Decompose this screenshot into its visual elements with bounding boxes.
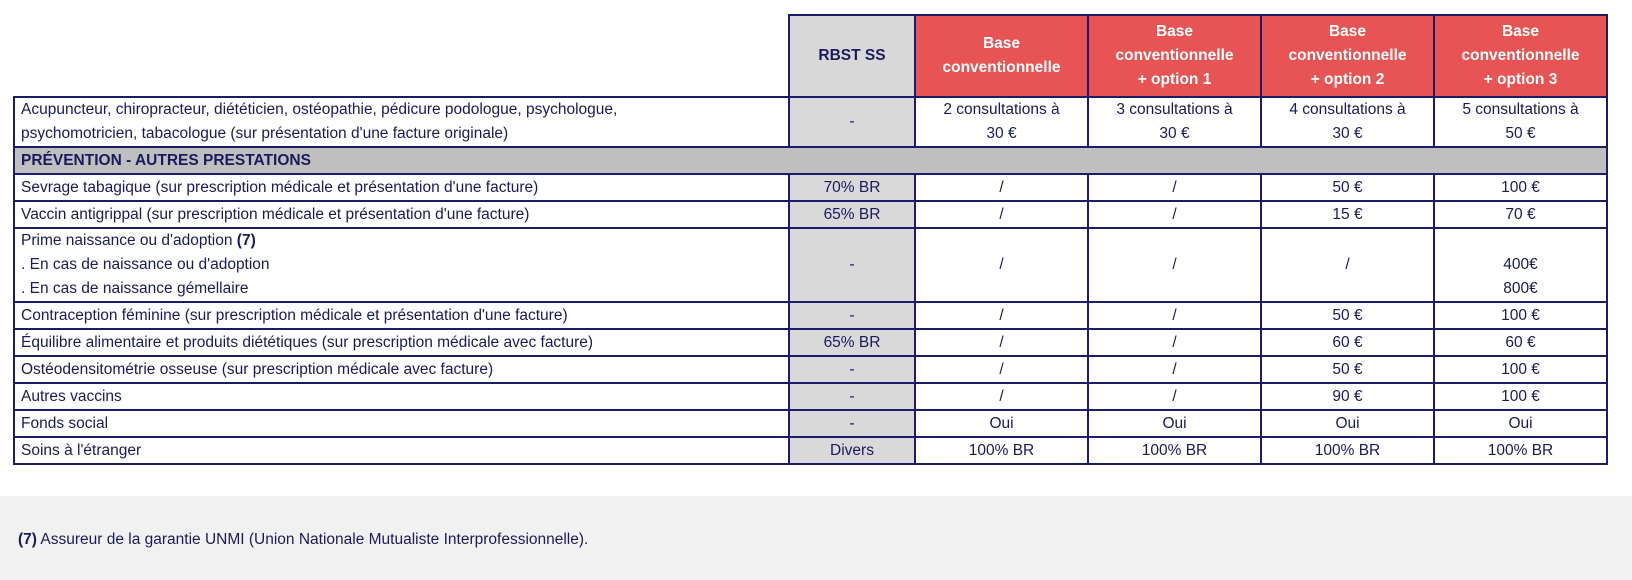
row-label: Sevrage tabagique (sur prescription médicale et présentation d'une facture) bbox=[14, 174, 789, 201]
cell-base: / bbox=[915, 356, 1088, 383]
table-row-prime bbox=[14, 228, 1607, 302]
cell-option-1: / bbox=[1088, 329, 1261, 356]
cell-option-1: / bbox=[1088, 228, 1261, 302]
row-label: Autres vaccins bbox=[14, 383, 789, 410]
cell-rbst: 70% BR bbox=[789, 174, 915, 201]
section-title: PRÉVENTION - AUTRES PRESTATIONS bbox=[14, 147, 1607, 174]
table-row-sevrage bbox=[14, 174, 1607, 201]
cell-option-2: Oui bbox=[1261, 410, 1434, 437]
cell-base: / bbox=[915, 201, 1088, 228]
cell-base: / bbox=[915, 383, 1088, 410]
cell-rbst: - bbox=[789, 302, 915, 329]
cell-option-2: 50 € bbox=[1261, 302, 1434, 329]
cell-option-1: / bbox=[1088, 356, 1261, 383]
guarantee-table-wrapper bbox=[13, 14, 1608, 465]
header-rbst: RBST SS bbox=[789, 15, 915, 97]
cell-rbst: - bbox=[789, 383, 915, 410]
cell-rbst: Divers bbox=[789, 437, 915, 464]
row-label: Prime naissance ou d'adoption (7) . En cas de naissance ou d'adoption . En cas de naissance gémellaire bbox=[14, 228, 789, 302]
cell-base: 100% BR bbox=[915, 437, 1088, 464]
table-row-acupuncture bbox=[14, 97, 1607, 147]
cell-rbst: - bbox=[789, 410, 915, 437]
row-label: Fonds social bbox=[14, 410, 789, 437]
header-row bbox=[14, 15, 1607, 97]
cell-option-3: 400€ 800€ bbox=[1434, 228, 1607, 302]
cell-base: 2 consultations à 30 € bbox=[915, 97, 1088, 147]
row-label: Équilibre alimentaire et produits diététiques (sur prescription médicale avec facture) bbox=[14, 329, 789, 356]
table-row-contraception bbox=[14, 302, 1607, 329]
row-label: Soins à l'étranger bbox=[14, 437, 789, 464]
cell-option-2: 60 € bbox=[1261, 329, 1434, 356]
cell-option-3: 100 € bbox=[1434, 356, 1607, 383]
cell-option-2: 15 € bbox=[1261, 201, 1434, 228]
header-empty-cell bbox=[14, 15, 789, 97]
footnote-ref: (7) bbox=[18, 531, 37, 548]
cell-option-3: 60 € bbox=[1434, 329, 1607, 356]
cell-option-2: / bbox=[1261, 228, 1434, 302]
cell-option-1: / bbox=[1088, 383, 1261, 410]
header-option-3: Base conventionnelle + option 3 bbox=[1434, 15, 1607, 97]
cell-option-1: Oui bbox=[1088, 410, 1261, 437]
cell-option-3: 100 € bbox=[1434, 383, 1607, 410]
table-row-osteo bbox=[14, 356, 1607, 383]
cell-option-3: 5 consultations à 50 € bbox=[1434, 97, 1607, 147]
header-base: Base conventionnelle bbox=[915, 15, 1088, 97]
cell-option-1: / bbox=[1088, 201, 1261, 228]
cell-option-3: Oui bbox=[1434, 410, 1607, 437]
row-label: Acupuncteur, chiropracteur, diététicien, ostéopathie, pédicure podologue, psychologue, psychomotricien, tabacologue (sur présentation d'une facture originale) bbox=[14, 97, 789, 147]
cell-option-3: 100 € bbox=[1434, 174, 1607, 201]
guarantee-table bbox=[13, 14, 1608, 465]
footnote bbox=[18, 531, 588, 549]
row-label: Vaccin antigrippal (sur prescription médicale et présentation d'une facture) bbox=[14, 201, 789, 228]
cell-rbst: 65% BR bbox=[789, 329, 915, 356]
cell-rbst: 65% BR bbox=[789, 201, 915, 228]
cell-rbst: - bbox=[789, 356, 915, 383]
table-row-soins bbox=[14, 437, 1607, 464]
header-option-2: Base conventionnelle + option 2 bbox=[1261, 15, 1434, 97]
footnote-text: Assureur de la garantie UNMI (Union Nationale Mutualiste Interprofessionnelle). bbox=[36, 531, 589, 548]
cell-option-3: 70 € bbox=[1434, 201, 1607, 228]
cell-option-1: / bbox=[1088, 174, 1261, 201]
table-row-equilibre bbox=[14, 329, 1607, 356]
cell-base: / bbox=[915, 329, 1088, 356]
table-row-vaccin bbox=[14, 201, 1607, 228]
cell-option-1: 3 consultations à 30 € bbox=[1088, 97, 1261, 147]
header-option-1: Base conventionnelle + option 1 bbox=[1088, 15, 1261, 97]
cell-option-3: 100 € bbox=[1434, 302, 1607, 329]
row-label: Ostéodensitométrie osseuse (sur prescription médicale avec facture) bbox=[14, 356, 789, 383]
cell-option-2: 50 € bbox=[1261, 356, 1434, 383]
cell-option-2: 100% BR bbox=[1261, 437, 1434, 464]
cell-option-3: 100% BR bbox=[1434, 437, 1607, 464]
row-label: Contraception féminine (sur prescription médicale et présentation d'une facture) bbox=[14, 302, 789, 329]
cell-option-1: 100% BR bbox=[1088, 437, 1261, 464]
cell-base: / bbox=[915, 174, 1088, 201]
section-header-row bbox=[14, 147, 1607, 174]
table-row-fonds bbox=[14, 410, 1607, 437]
table-row-vaccins bbox=[14, 383, 1607, 410]
cell-option-2: 4 consultations à 30 € bbox=[1261, 97, 1434, 147]
footnote-ref: (7) bbox=[236, 232, 256, 249]
cell-base: Oui bbox=[915, 410, 1088, 437]
cell-base: / bbox=[915, 302, 1088, 329]
cell-option-1: / bbox=[1088, 302, 1261, 329]
cell-option-2: 50 € bbox=[1261, 174, 1434, 201]
cell-rbst: - bbox=[789, 228, 915, 302]
cell-rbst: - bbox=[789, 97, 915, 147]
cell-option-2: 90 € bbox=[1261, 383, 1434, 410]
cell-base: / bbox=[915, 228, 1088, 302]
